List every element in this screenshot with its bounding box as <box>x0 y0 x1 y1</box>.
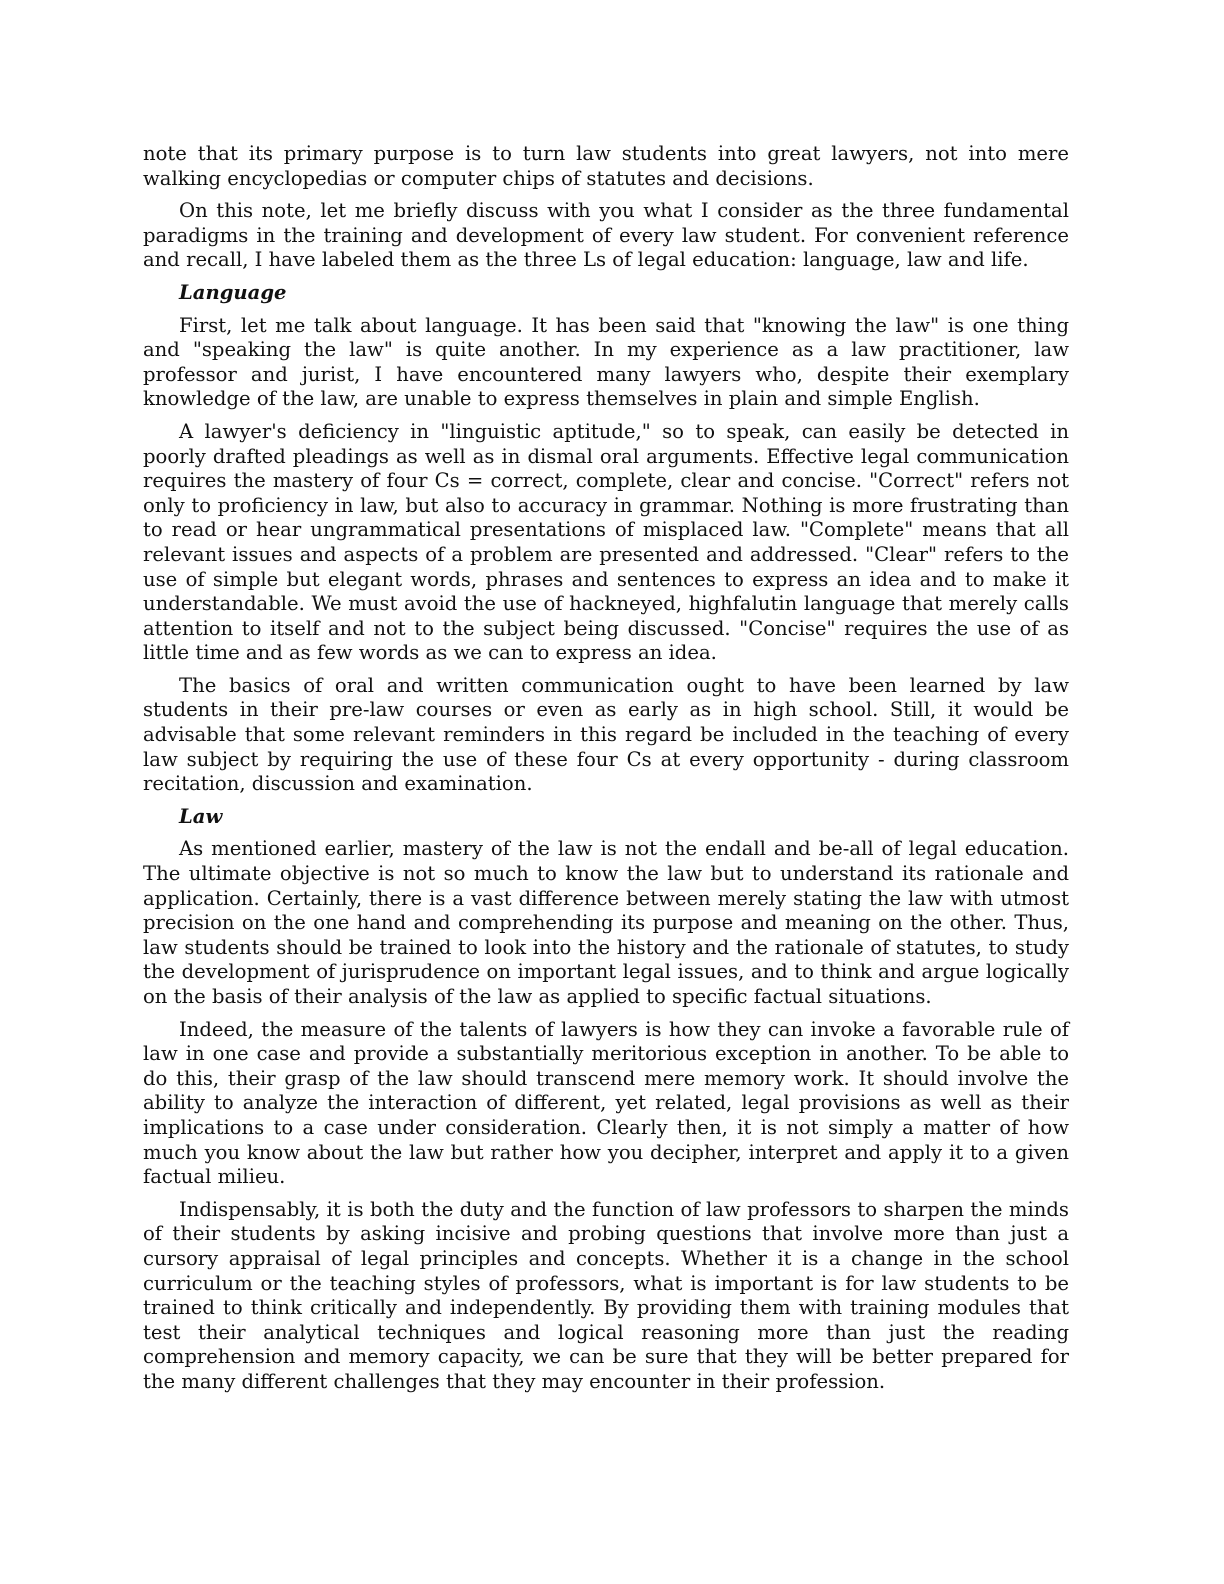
paragraph-language-2: A lawyer's deficiency in "linguistic aptitude," so to speak, can easily be detected in poorly drafted pleadings as well as in dismal oral arguments. Effective legal communication requires the mastery of four Cs = correct, complete, clear and concise. "Correct" refers not only to proficiency in law, but also to accuracy in grammar. Nothing is more frustrating than to read or hear ungrammatical presentations of misplaced law. "Complete" means that all relevant issues and aspects of a problem are presented and addressed. "Clear" refers to the use of simple but elegant words, phrases and sentences to express an idea and to make it understandable. We must avoid the use of hackneyed, highfalutin language that merely calls attention to itself and not to the subject being discussed. "Concise" requires the use of as little time and as few words as we can to express an idea. <box>143 419 1069 665</box>
paragraph-language-3: The basics of oral and written communication ought to have been learned by law students in their pre-law courses or even as early as in high school. Still, it would be advisable that some relevant reminders in this regard be included in the teaching of every law subject by requiring the use of these four Cs at every opportunity - during classroom recitation, discussion and examination. <box>143 673 1069 796</box>
paragraph-continuation: note that its primary purpose is to turn law students into great lawyers, not into mere walking encyclopedias or computer chips of statutes and decisions. <box>143 142 1069 190</box>
paragraph-law-1: As mentioned earlier, mastery of the law is not the endall and be-all of legal education. The ultimate objective is not so much to know the law but to understand its rationale and application. Certainly, there is a vast difference between merely stating the law with utmost precision on the one hand and comprehending its purpose and meaning on the other. Thus, law students should be trained to look into the history and the rationale of statutes, to study the development of jurisprudence on important legal issues, and to think and argue logically on the basis of their analysis of the law as applied to specific factual situations. <box>143 837 1069 1008</box>
section-heading-law: Law <box>179 804 223 828</box>
paragraph-language-1: First, let me talk about language. It has been said that "knowing the law" is one thing and "speaking the law" is quite another. In my experience as a law practitioner, law professor and jurist, I have encountered many lawyers who, despite their exemplary knowledge of the law, are unable to express themselves in plain and simple English. <box>143 313 1069 411</box>
paragraph-law-3: Indispensably, it is both the duty and the function of law professors to sharpen the minds of their students by asking incisive and probing questions that involve more than just a cursory appraisal of legal principles and concepts. Whether it is a change in the school curriculum or the teaching styles of professors, what is important is for law students to be trained to think critically and independently. By providing them with training modules that test their analytical techniques and logical reasoning more than just the reading comprehension and memory capacity, we can be sure that they will be better prepared for the many different challenges that they may encounter in their profession. <box>143 1197 1069 1393</box>
paragraph-three-ls: On this note, let me briefly discuss with you what I consider as the three fundamental paradigms in the training and development of every law student. For convenient reference and recall, I have labeled them as the three Ls of legal education: language, law and life. <box>143 199 1069 272</box>
document-page <box>143 142 1069 1403</box>
paragraph-law-2: Indeed, the measure of the talents of lawyers is how they can invoke a favorable rule of law in one case and provide a substantially meritorious exception in another. To be able to do this, their grasp of the law should transcend mere memory work. It should involve the ability to analyze the interaction of different, yet related, legal provisions as well as their implications to a case under consideration. Clearly then, it is not simply a matter of how much you know about the law but rather how you decipher, interpret and apply it to a given factual milieu. <box>143 1017 1069 1189</box>
section-heading-language: Language <box>179 280 287 304</box>
